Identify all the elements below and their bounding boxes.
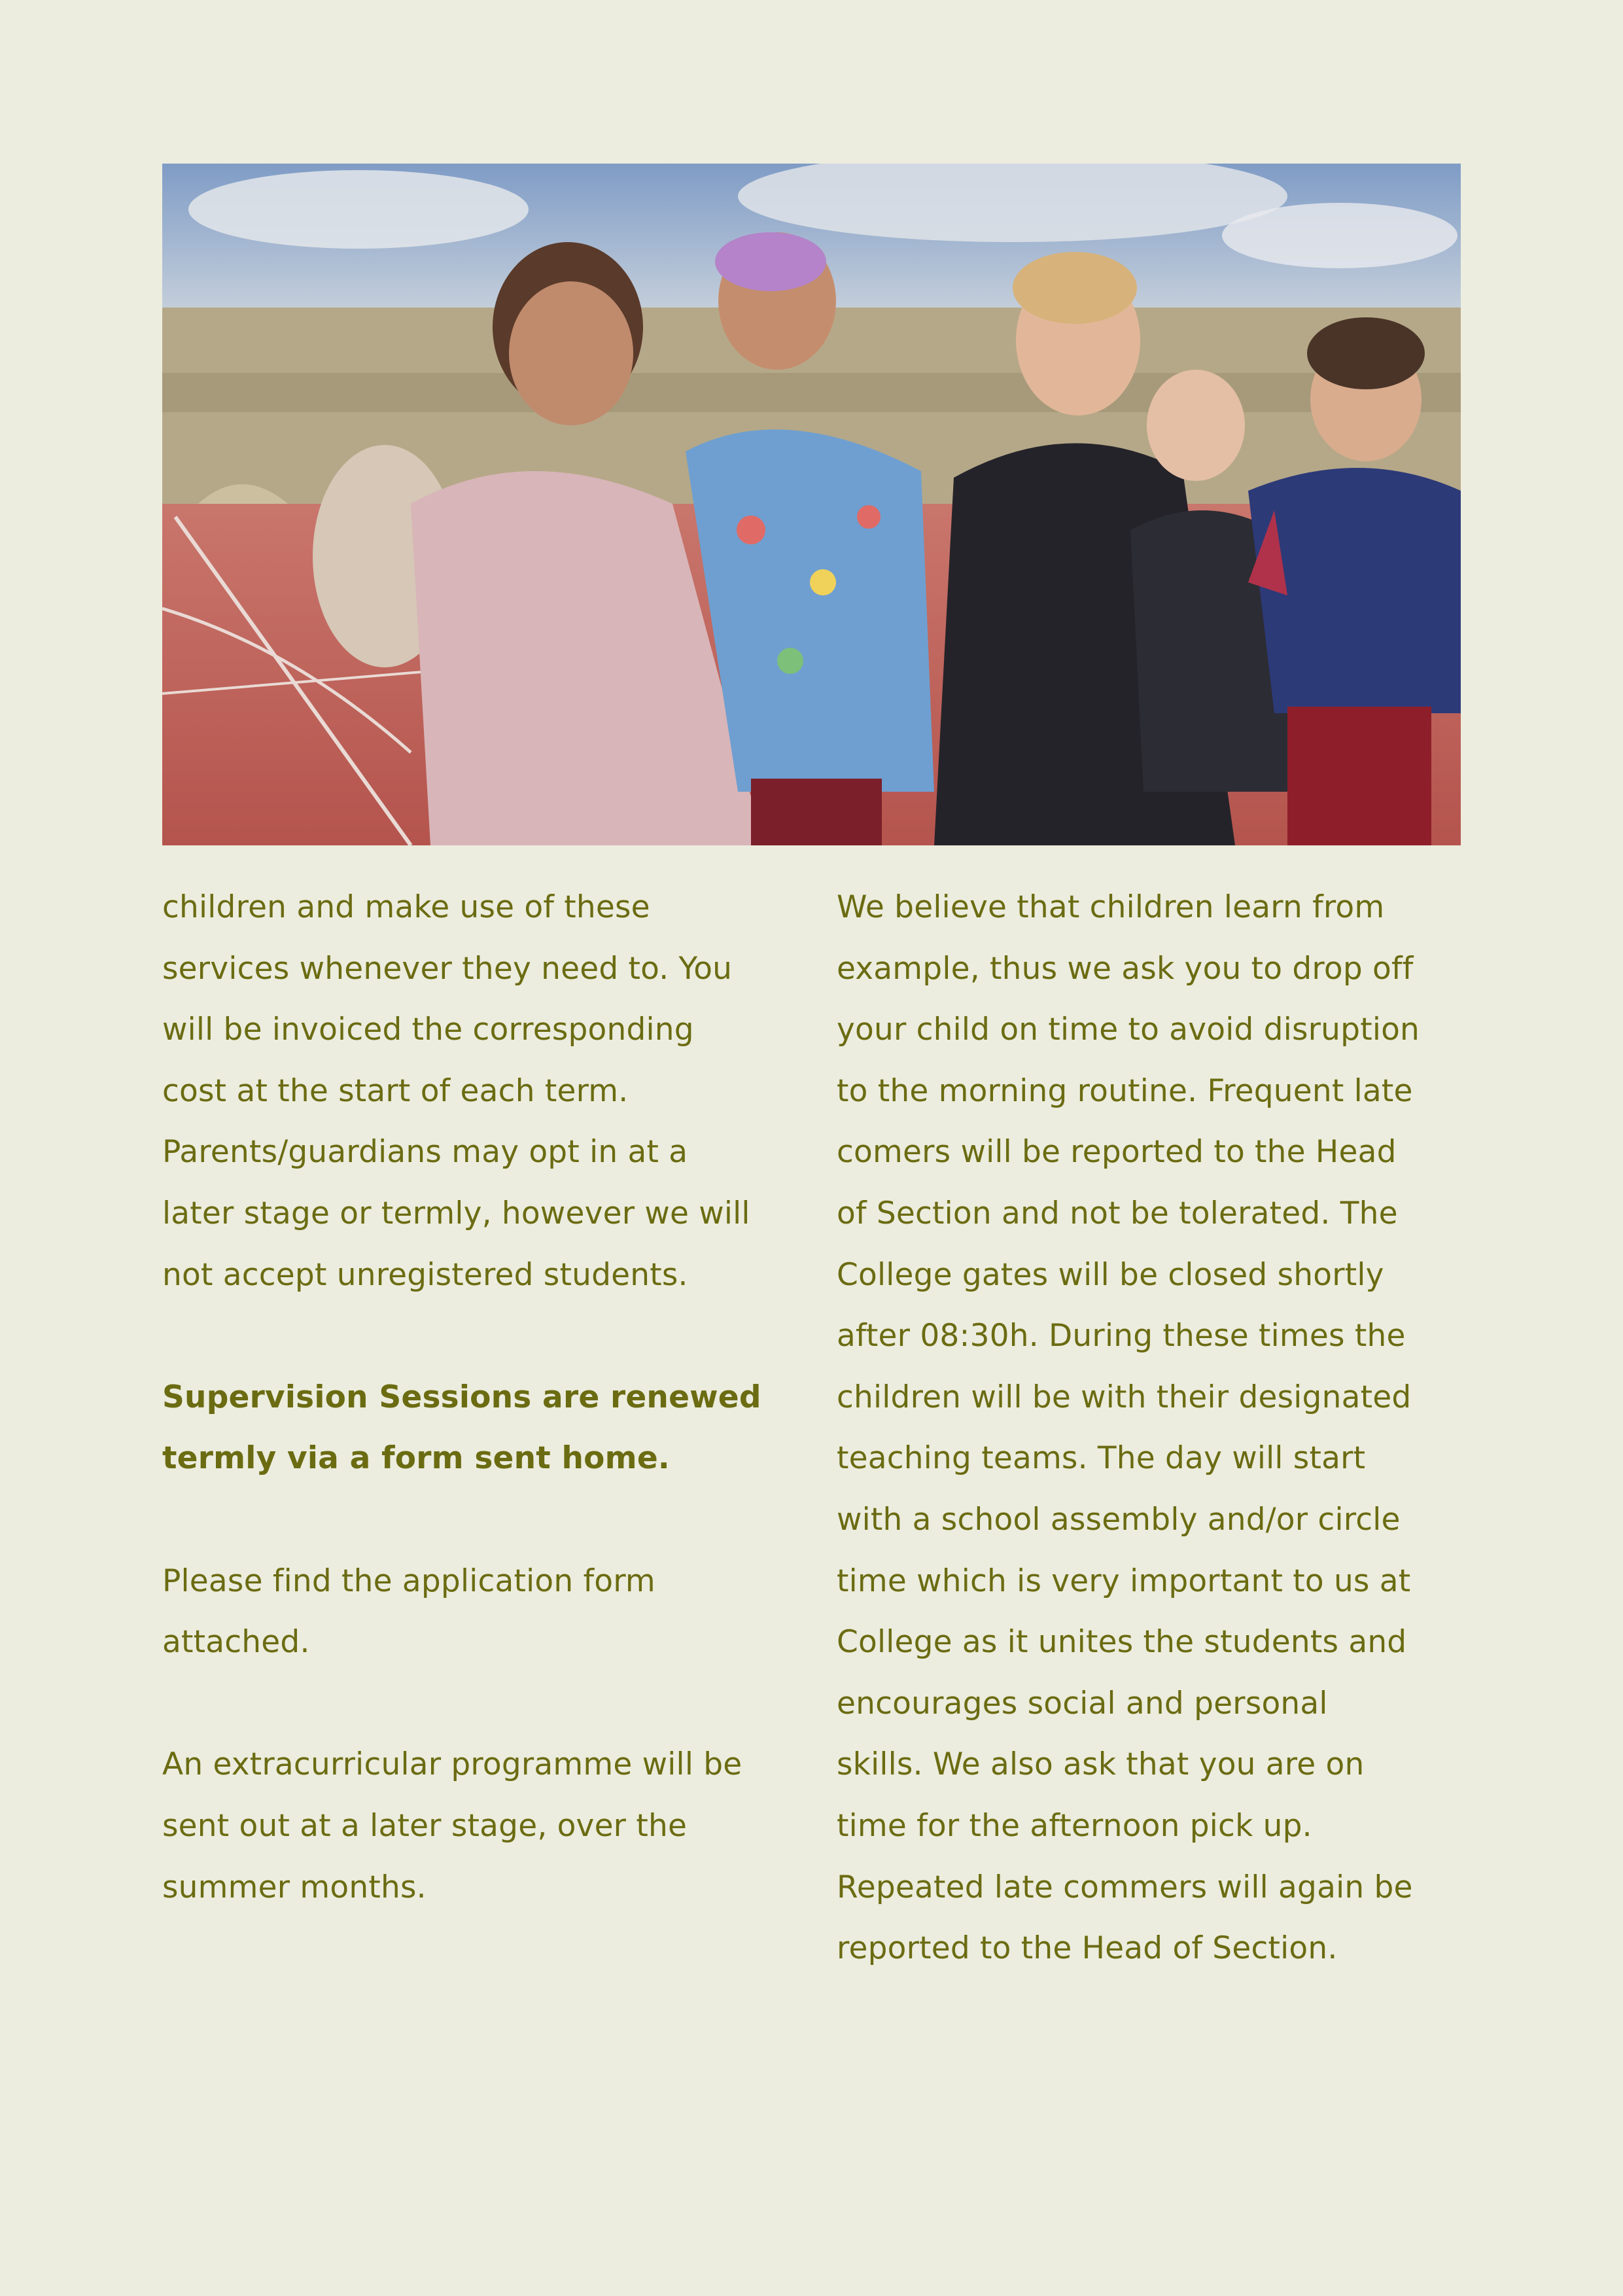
paragraph-spacer xyxy=(162,1673,816,1735)
paragraph-punctuality: We believe that children learn from example, thus we ask you to drop off your child on time to avoid disruption to the morning routine. Frequent late comers will be reported to the Head of Section and not be tolerated. The College gates will be closed shortly after 08:30h. During these times the children will be with their designated teaching teams. The day will start with a school assembly and/or circle time which is very important to us at College as it unites the students and encourages social and personal skills. We also ask that you are on time for the afternoon pick up. Repeated late commers will again be reported to the Head of Section. xyxy=(837,889,1420,1967)
paragraph-application-form: Please find the application form attached. xyxy=(162,1563,655,1661)
paragraph-supervision-notice: Supervision Sessions are renewed termly via a form sent home. xyxy=(162,1379,761,1477)
cloud xyxy=(1222,203,1457,268)
paragraph-services: children and make use of these services whenever they need to. You will be invoiced the corresponding cost at the start of each term. Parents/guardians may opt in at a later stage or termly, however we will not accept unregistered students. xyxy=(162,889,750,1293)
paragraph-spacer xyxy=(162,1489,816,1551)
children-photo xyxy=(162,164,1461,845)
cloud xyxy=(188,170,529,249)
paragraph-extracurricular: An extracurricular programme will be sent out at a later stage, over the summer months. xyxy=(162,1746,742,1905)
paragraph-spacer xyxy=(162,1305,816,1367)
photo-illustration xyxy=(162,164,1461,845)
stone-wall-shadow xyxy=(162,373,1461,412)
right-text-column xyxy=(837,877,1471,1979)
left-text-column xyxy=(162,877,816,1918)
